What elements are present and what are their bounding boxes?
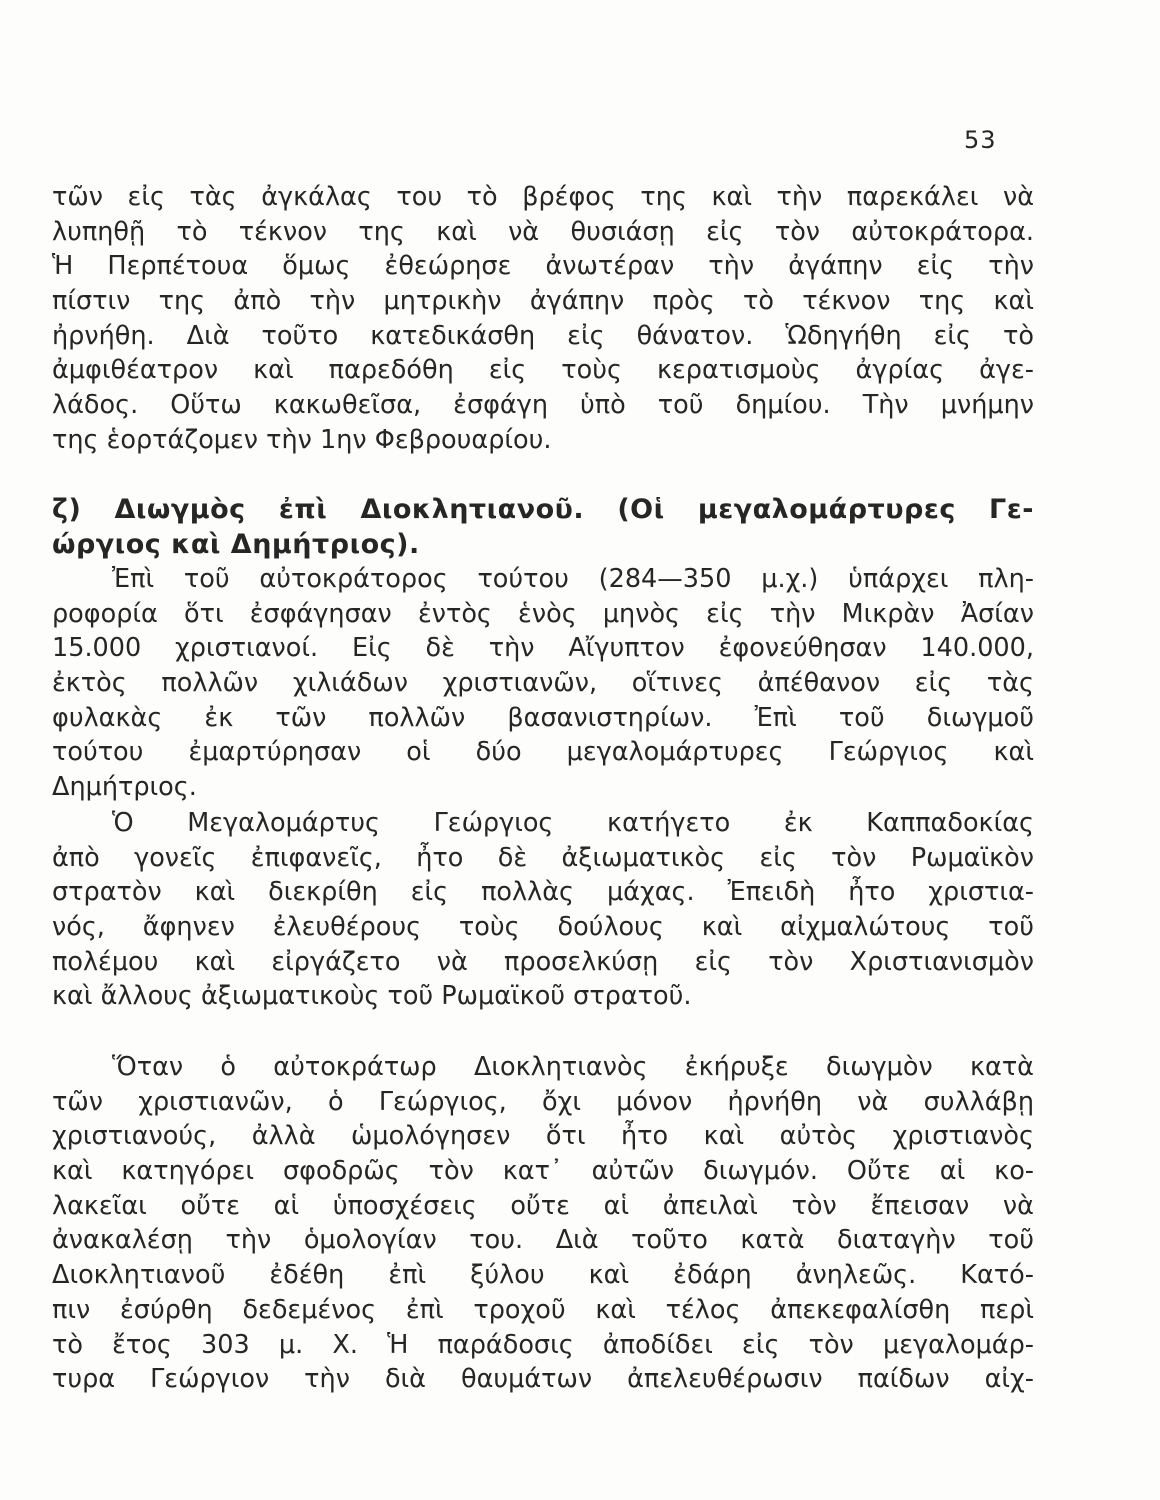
text-line: λάδος. Οὕτω κακωθεῖσα, ἐσφάγη ὑπὸ τοῦ δημίου. Τὴν μνήμην [52, 390, 1034, 421]
text-line: πίστιν της ἀπὸ τὴν μητρικὴν ἀγάπην πρὸς τὸ τέκνον της καὶ [52, 286, 1034, 317]
text-line: χριστιανούς, ἀλλὰ ὡμολόγησεν ὅτι ἦτο καὶ αὐτὸς χριστιανὸς [52, 1121, 1034, 1152]
section-heading [52, 493, 1034, 562]
text-line: καὶ ἄλλους ἀξιωματικοὺς τοῦ Ρωμαϊκοῦ στρατοῦ. [52, 981, 692, 1012]
paragraph-diocletian-persecution [52, 562, 1034, 805]
heading-line: ώργιος καὶ Δημήτριος). [52, 528, 420, 560]
text-line: νός, ἄφηνεν ἐλευθέρους τοὺς δούλους καὶ αἰχμαλώτους τοῦ [52, 912, 1034, 943]
text-line: ἀπὸ γονεῖς ἐπιφανεῖς, ἦτο δὲ ἀξιωματικὸς εἰς τὸν Ρωμαϊκὸν [52, 842, 1034, 873]
text-line: λακεῖαι οὔτε αἱ ὑποσχέσεις οὔτε αἱ ἀπειλαὶ τὸν ἔπεισαν νὰ [52, 1190, 1034, 1221]
text-line: ἐκτὸς πολλῶν χιλιάδων χριστιανῶν, οἵτινες ἀπέθανον εἰς τὰς [52, 668, 1034, 699]
text-line: ἀμφιθέατρον καὶ παρεδόθη εἰς τοὺς κερατισμοὺς ἀγρίας ἀγε- [52, 355, 1034, 386]
page-number: 53 [964, 126, 997, 154]
text-line: Διοκλητιανοῦ ἐδέθη ἐπὶ ξύλου καὶ ἐδάρη ἀνηλεῶς. Κατό- [52, 1260, 1034, 1291]
text-line: της ἑορτάζομεν τὴν 1ην Φεβρουαρίου. [52, 424, 552, 455]
text-line: Ὅταν ὁ αὐτοκράτωρ Διοκλητιανὸς ἐκήρυξε διωγμὸν κατὰ [112, 1052, 1034, 1082]
text-line: τὸ ἔτος 303 μ. Χ. Ἡ παράδοσις ἀποδίδει εἰς τὸν μεγαλομάρ- [52, 1329, 1034, 1360]
text-line: 15.000 χριστιανοί. Εἰς δὲ τὴν Αἴγυπτον ἐφονεύθησαν 140.000, [52, 633, 1034, 664]
text-line: τούτου ἐμαρτύρησαν οἱ δύο μεγαλομάρτυρες Γεώργιος καὶ [52, 737, 1034, 768]
text-line: Ἐπὶ τοῦ αὐτοκράτορος τούτου (284—350 μ.χ.) ὑπάρχει πλη- [112, 564, 1034, 594]
text-line: πολέμου καὶ εἰργάζετο νὰ προσελκύσῃ εἰς τὸν Χριστιανισμὸν [52, 946, 1034, 977]
text-line: τῶν χριστιανῶν, ὁ Γεώργιος, ὄχι μόνον ἠρνήθη νὰ συλλάβῃ [52, 1086, 1034, 1117]
text-line: ἀνακαλέσῃ τὴν ὁμολογίαν του. Διὰ τοῦτο κατὰ διαταγὴν τοῦ [52, 1225, 1034, 1256]
text-line: τῶν εἰς τὰς ἀγκάλας του τὸ βρέφος της καὶ τὴν παρεκάλει νὰ [52, 182, 1034, 212]
text-line: λυπηθῇ τὸ τέκνον της καὶ νὰ θυσιάσῃ εἰς τὸν αὐτοκράτορα. [52, 216, 1034, 247]
text-line: στρατὸν καὶ διεκρίθη εἰς πολλὰς μάχας. Ἐπειδὴ ἦτο χριστια- [52, 877, 1034, 908]
text-line: ροφορία ὅτι ἐσφάγησαν ἐντὸς ἑνὸς μηνὸς εἰς τὴν Μικρὰν Ἀσίαν [52, 598, 1034, 629]
text-line: Δημήτριος. [52, 772, 197, 803]
text-line: Ἡ Περπέτουα ὅμως ἐθεώρησε ἀνωτέραν τὴν ἀγάπην εἰς τὴν [52, 251, 1034, 282]
text-line: ἠρνήθη. Διὰ τοῦτο κατεδικάσθη εἰς θάνατον. Ὡδηγήθη εἰς τὸ [52, 320, 1034, 351]
text-line: Ὁ Μεγαλομάρτυς Γεώργιος κατήγετο ἐκ Καππαδοκίας [112, 808, 1034, 838]
text-line: καὶ κατηγόρει σφοδρῶς τὸν κατ᾽ αὐτῶν διωγμόν. Οὔτε αἱ κο- [52, 1156, 1034, 1187]
text-line: πιν ἐσύρθη δεδεμένος ἐπὶ τροχοῦ καὶ τέλος ἀπεκεφαλίσθη περὶ [52, 1294, 1034, 1325]
text-line: τυρα Γεώργιον τὴν διὰ θαυμάτων ἀπελευθέρωσιν παίδων αἰχ- [52, 1364, 1034, 1395]
paragraph-perpetua [52, 180, 1034, 458]
paragraph-george-origin [52, 806, 1034, 1014]
text-line: φυλακὰς ἐκ τῶν πολλῶν βασανιστηρίων. Ἐπὶ τοῦ διωγμοῦ [52, 702, 1034, 733]
paragraph-george-martyrdom [52, 1050, 1034, 1397]
heading-line: ζ) Διωγμὸς ἐπὶ Διοκλητιανοῦ. (Οἱ μεγαλομάρτυρες Γε- [52, 494, 1034, 525]
